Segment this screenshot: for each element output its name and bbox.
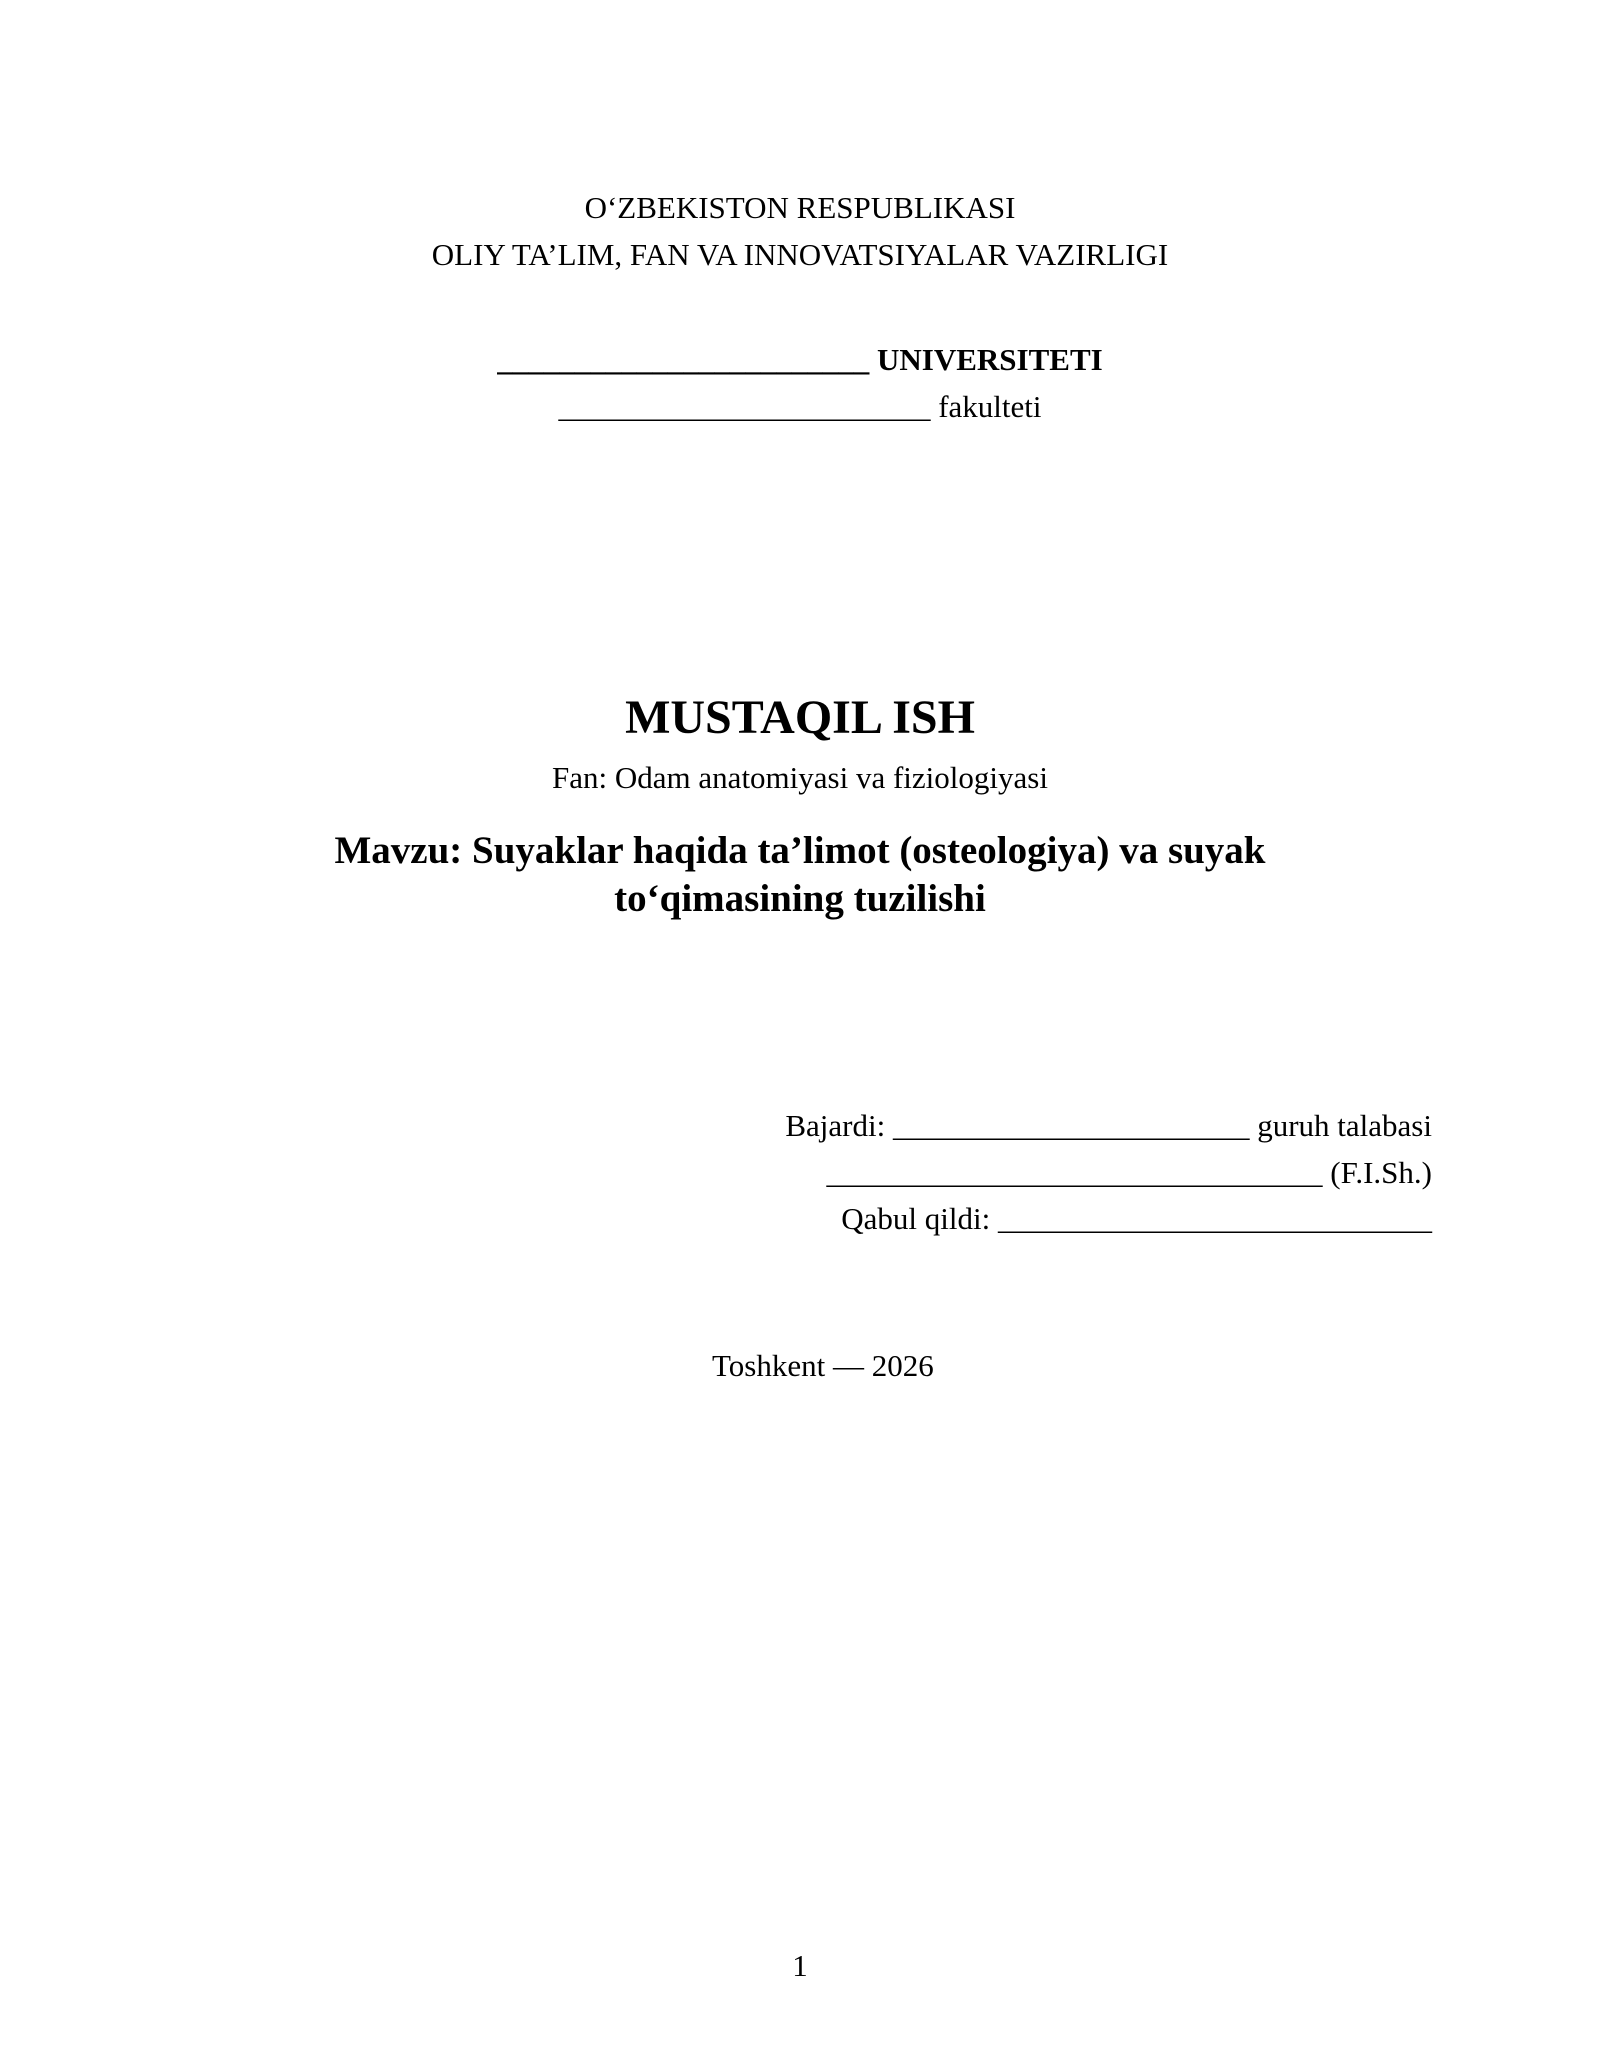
accepted-blank: ____________________________	[998, 1201, 1432, 1236]
faculty-label: fakulteti	[938, 389, 1042, 424]
fio-blank: ________________________________	[826, 1155, 1323, 1190]
fio-label: (F.I.Sh.)	[1330, 1155, 1432, 1190]
university-label: UNIVERSITETI	[877, 342, 1103, 377]
page-number: 1	[792, 1948, 808, 1983]
fio-line	[827, 1155, 1432, 1191]
document-title: MUSTAQIL ISH	[625, 691, 975, 744]
university-blank: ________________________	[497, 342, 870, 377]
performer-line	[785, 1108, 1432, 1144]
subject-line: Fan: Odam anatomiyasi va fiziologiyasi	[552, 760, 1048, 795]
accepted-line	[841, 1201, 1432, 1237]
performer-label: Bajardi:	[785, 1108, 886, 1143]
topic-line-2: to‘qimasining tuzilishi	[614, 877, 986, 920]
country-heading: O‘ZBEKISTON RESPUBLIKASI	[584, 190, 1016, 225]
accepted-label: Qabul qildi:	[841, 1201, 991, 1236]
performer-blank: _______________________	[892, 1108, 1250, 1143]
city-year: Toshkent — 2026	[712, 1348, 934, 1383]
university-line	[0, 342, 1600, 378]
performer-suffix: guruh talabasi	[1257, 1108, 1432, 1143]
faculty-blank: ________________________	[558, 389, 931, 424]
faculty-line	[0, 389, 1600, 425]
ministry-heading: OLIY TA’LIM, FAN VA INNOVATSIYALAR VAZIRLIGI	[431, 237, 1169, 272]
topic-line-1: Mavzu: Suyaklar haqida ta’limot (osteologiya) va suyak	[334, 829, 1266, 872]
